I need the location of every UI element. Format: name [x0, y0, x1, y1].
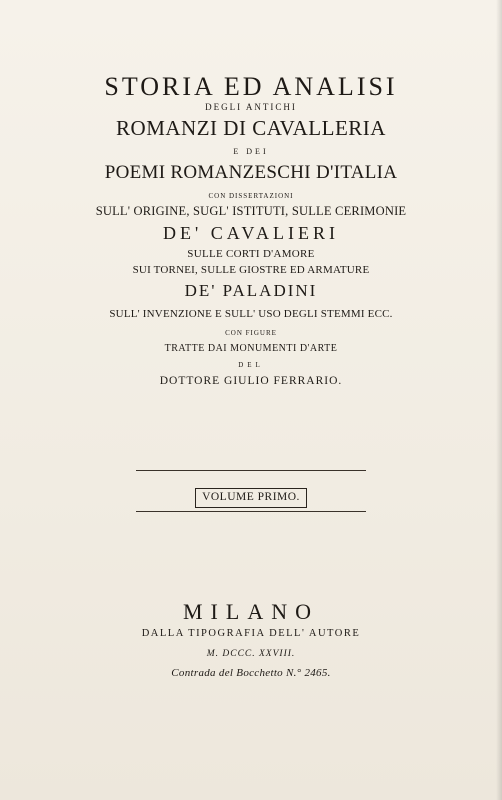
con-dissertazioni: CON DISSERTAZIONI: [208, 192, 294, 200]
divider-rule-bottom: [136, 511, 366, 512]
line-del: DEL: [238, 361, 264, 369]
volume-label-wrap: [0, 488, 502, 508]
subtitle-degli-antichi: DEGLI ANTICHI: [205, 102, 297, 112]
subtitle-poemi: POEMI ROMANZESCHI D'ITALIA: [104, 162, 398, 183]
author-name: DOTTORE GIULIO FERRARIO.: [159, 375, 343, 387]
imprint-printer: DALLA TIPOGRAFIA DELL' AUTORE: [141, 628, 361, 639]
line-origine: SULL' ORIGINE, SUGL' ISTITUTI, SULLE CERIMONIE: [95, 204, 407, 218]
imprint-address: Contrada del Bocchetto N.° 2465.: [171, 667, 331, 679]
con-figure: CON FIGURE: [225, 329, 277, 337]
imprint-city: MILANO: [183, 599, 319, 624]
line-tornei: SUI TORNEI, SULLE GIOSTRE ED ARMATURE: [132, 264, 370, 276]
line-tratte: TRATTE DAI MONUMENTI D'ARTE: [164, 343, 338, 354]
main-title: STORIA ED ANALISI: [104, 72, 398, 101]
line-paladini: DE' PALADINI: [184, 281, 318, 300]
imprint-year: M. DCCC. XXVIII.: [206, 649, 296, 659]
line-corti: SULLE CORTI D'AMORE: [187, 248, 315, 260]
volume-label: VOLUME PRIMO.: [195, 488, 307, 508]
subtitle-e-dei: E DEI: [233, 147, 269, 156]
subtitle-romanzi: ROMANZI DI CAVALLERIA: [116, 116, 386, 140]
divider-rule-top: [136, 470, 366, 471]
line-cavalieri: DE' CAVALIERI: [162, 223, 340, 243]
line-invenzione: SULL' INVENZIONE E SULL' USO DEGLI STEMMI ECC.: [109, 308, 393, 320]
